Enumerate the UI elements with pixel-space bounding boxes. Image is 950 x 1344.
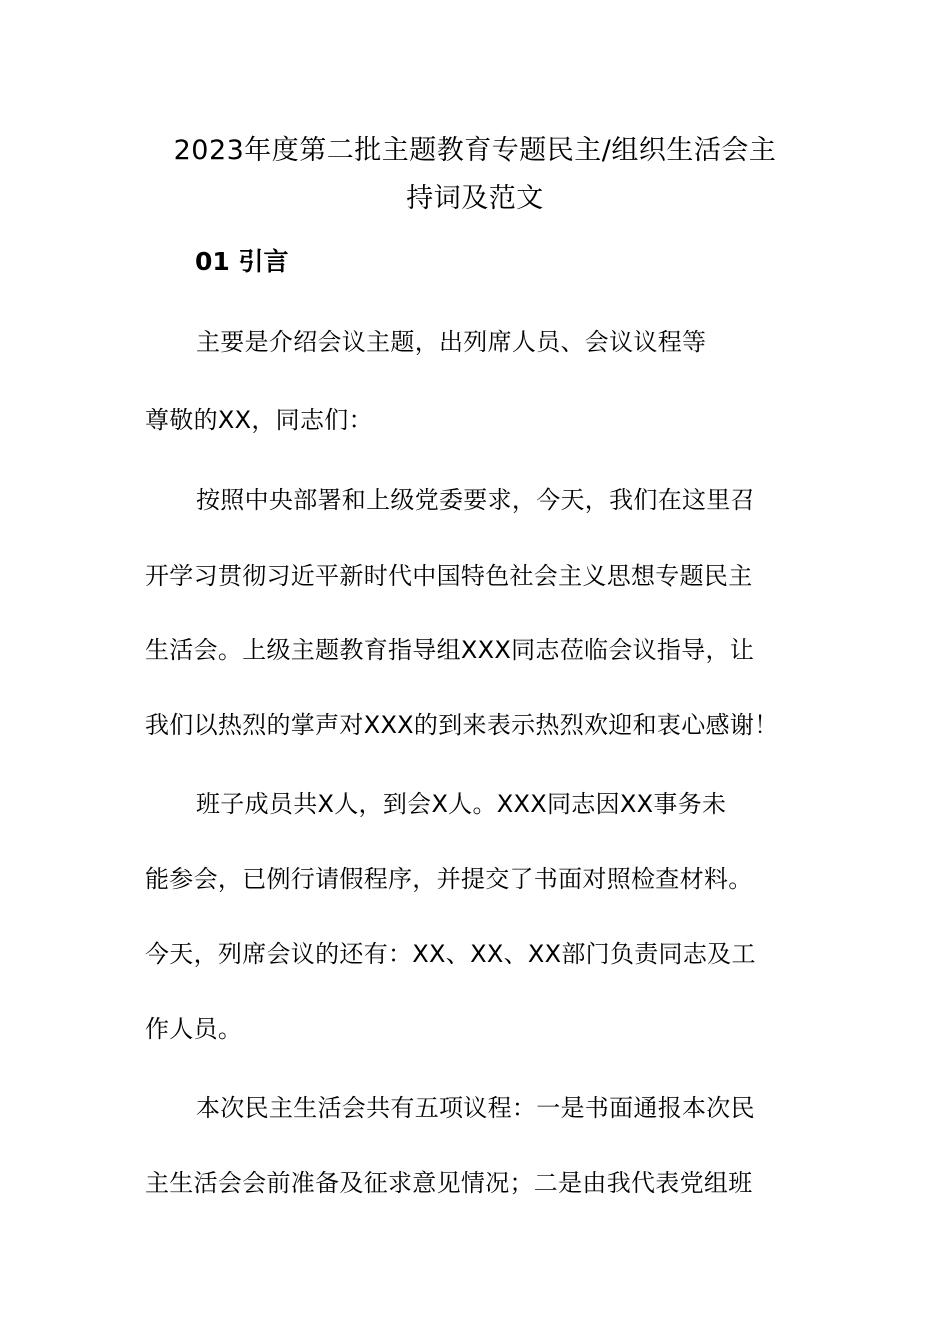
salutation: 尊敬的XX，同志们： <box>145 406 373 434</box>
paragraph-1-line: 我们以热烈的掌声对XXX的到来表示热烈欢迎和衷心感谢！ <box>145 711 779 739</box>
paragraph-2-line: 作人员。 <box>145 1015 243 1043</box>
paragraph-2-line: 班子成员共X人，到会X人。XXX同志因XX事务未 <box>196 790 727 818</box>
paragraph-3-line: 本次民主生活会共有五项议程：一是书面通报本次民 <box>196 1094 755 1122</box>
paragraph-1-line: 按照中央部署和上级党委要求，今天，我们在这里召 <box>196 486 755 514</box>
paragraph-1-line: 生活会。上级主题教育指导组XXX同志莅临会议指导，让 <box>145 636 755 664</box>
document-title <box>145 127 805 223</box>
title-line-2: 持词及范文 <box>406 183 544 214</box>
paragraph-2-line: 今天，列席会议的还有：XX、XX、XX部门负责同志及工 <box>145 940 756 968</box>
paragraph-1-line: 开学习贯彻习近平新时代中国特色社会主义思想专题民主 <box>145 562 753 590</box>
title-line-1: 2023年度第二批主题教育专题民主/组织生活会主 <box>173 135 777 166</box>
paragraph-2-line: 能参会，已例行请假程序，并提交了书面对照检查材料。 <box>145 865 753 893</box>
intro-note: 主要是介绍会议主题，出列席人员、会议议程等 <box>196 328 707 356</box>
paragraph-3-line: 主生活会会前准备及征求意见情况；二是由我代表党组班 <box>145 1169 753 1197</box>
section-heading: 01 引言 <box>195 247 289 276</box>
